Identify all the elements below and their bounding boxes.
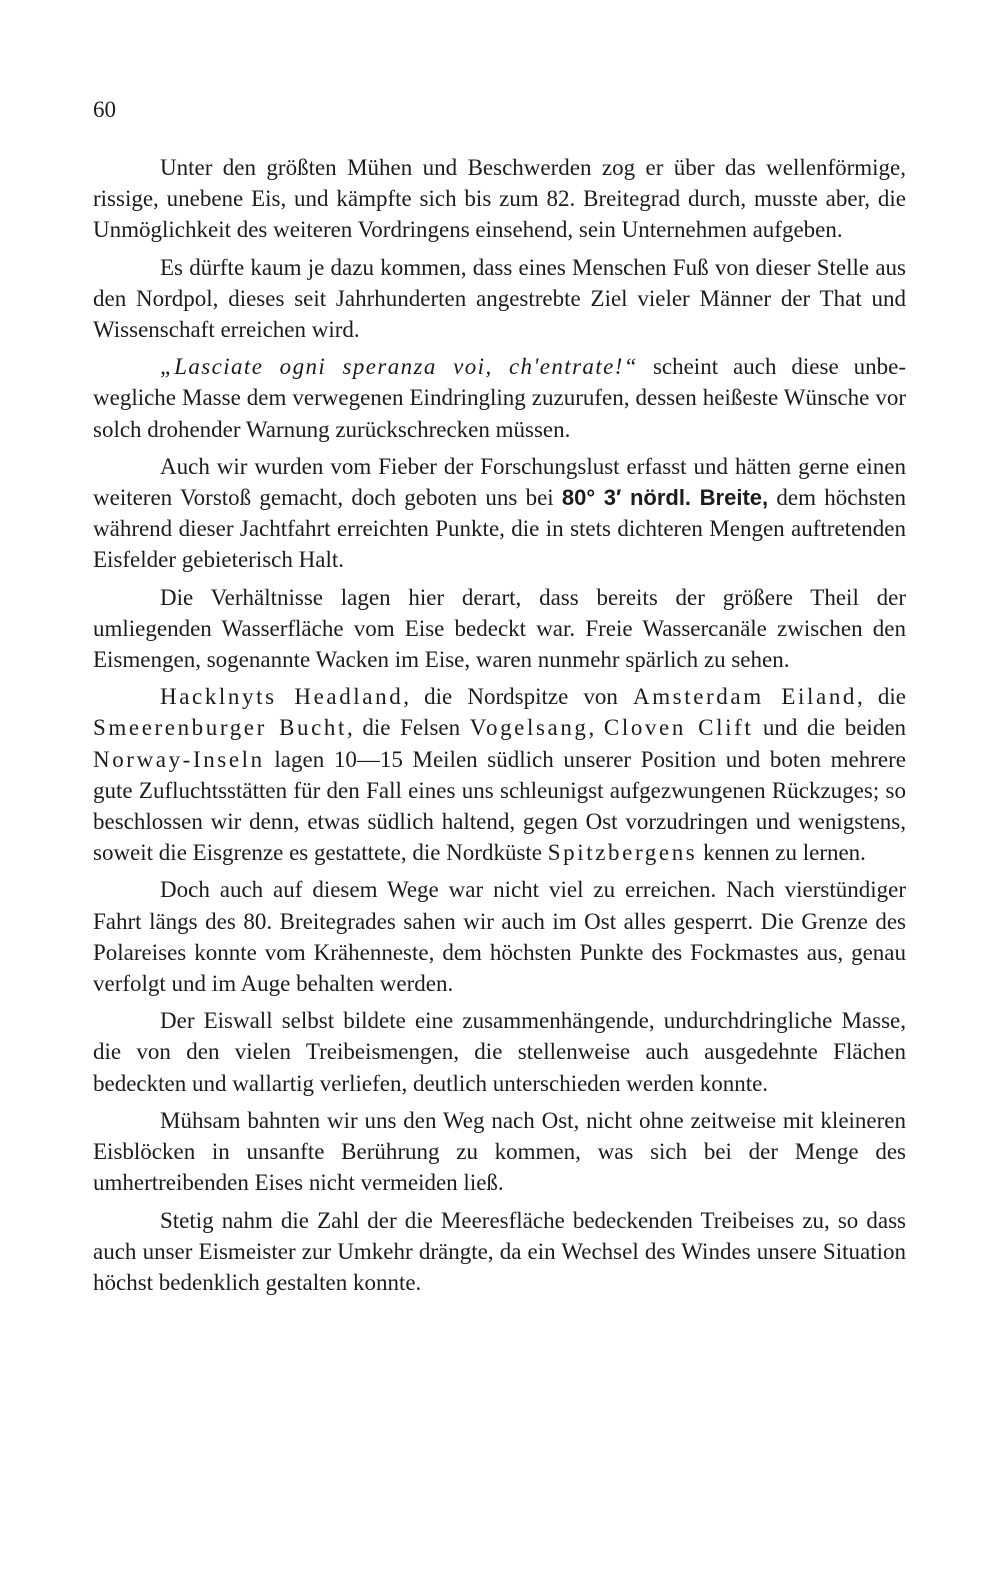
text-segment: lagen 10—15 Meilen südlich unserer Position und boten mehrere gute Zufluchtsstätten für den Fall eines uns schleunigst aufgezwungenen Rückzuges; so beschlossen wir denn, etwas südlich haltend, gegen Ost vorzudringen und wenigstens, soweit die Eisgrenze es gestattete, die Nordküste — [93, 746, 906, 866]
paragraph-8 — [93, 1005, 906, 1099]
paragraph-1 — [93, 152, 906, 246]
paragraph-10 — [93, 1205, 906, 1299]
text-segment: Unter den größten Mühen und Beschwerden zog er über das wellenförmige, rissige, unebene Eis, und kämpfte sich bis zum 82. Breitegrad durch, musste aber, die Unmöglichkeit des weiteren Vordringens einsehend, sein Unternehmen aufgeben. — [93, 155, 906, 243]
spaced-proper-name: Cloven Clift — [603, 715, 754, 741]
spaced-proper-name: Spitzbergens — [547, 840, 698, 866]
page-number: 60 — [93, 97, 116, 122]
spaced-proper-name: Amsterdam Eiland — [632, 684, 858, 710]
text-segment: und die beiden — [753, 715, 907, 741]
paragraph-5 — [93, 582, 906, 676]
text-segment: Die Verhältnisse lagen hier derart, dass bereits der größere Theil der umliegenden Wasserfläche vom Eise bedeckt war. Freie Wassercanäle zwischen den Eismengen, sogenannte Wacken im Eise, waren nunmehr spärlich zu sehen. — [93, 584, 906, 673]
paragraph-4 — [93, 451, 906, 576]
body-text — [93, 152, 906, 1304]
text-segment: Es dürfte kaum je dazu kommen, dass eines Menschen Fuß von dieser Stelle aus den Nordpol, dieses seit Jahrhunderten angestrebte Ziel vieler Männer der That und Wissenschaft erreichen wird. — [93, 254, 906, 343]
text-segment: Der Eiswall selbst bildete eine zusammenhängende, undurchdringliche Masse, die von den vielen Treibeismengen, die stellenweise auch ausgedehnte Flächen bedeckten und wallartig verliefen, deutlich unterschieden werden konnte. — [93, 1008, 906, 1096]
text-segment: Mühsam bahnten wir uns den Weg nach Ost, nicht ohne zeitweise mit kleineren Eisblöcken in unsanfte Berührung zu kommen, was sich bei der Menge des umhertreibenden Eises nicht vermeiden ließ. — [93, 1107, 906, 1196]
text-segment: , die Felsen — [347, 715, 470, 741]
text-segment: , die — [857, 684, 907, 710]
paragraph-7 — [93, 874, 906, 999]
spaced-proper-name: Norway-Inseln — [93, 746, 265, 772]
paragraph-6 — [93, 681, 906, 868]
spaced-proper-name: Smeerenburger Bucht — [93, 715, 348, 741]
text-segment: Doch auch auf diesem Wege war nicht viel zu erreichen. Nach vierstündiger Fahrt längs des 80. Breitegrades sahen wir auch im Ost alles gesperrt. Die Grenze des Polareises konnte vom Krähenneste, dem höchsten Punkte des Fockmastes aus, genau verfolgt und im Auge behalten werden. — [93, 877, 906, 997]
text-segment: Stetig nahm die Zahl der die Meeresfläche bedeckenden Treibeises zu, so dass auch unser Eismeister zur Umkehr drängte, da ein Wechsel des Windes unsere Situation höchst bedenklich gestalten konnte. — [93, 1207, 906, 1295]
text-segment: Auch wir wurden vom Fieber der Forschungslust erfasst und hätten gerne einen weiteren Vorstoß gemacht, doch geboten uns bei — [93, 453, 906, 511]
text-segment: , die Nordspitze von — [403, 684, 633, 710]
text-segment: dem höchsten während dieser Jachtfahrt erreichten Punkte, die in stets dichteren Mengen auftretenden Eisfelder gebieterisch Halt. — [93, 485, 907, 573]
text-segment: scheint auch diese unbewegliche Masse dem verwegenen Eindringling zuzurufen, dessen heißeste Wünsche vor solch drohender Warnung zurückschrecken müssen. — [93, 354, 907, 442]
italic-quotation: „Lasciate ogni speranza voi, ch'entrate!“ — [160, 354, 638, 380]
text-segment: kennen zu lernen. — [697, 840, 866, 866]
spaced-proper-name: Vogelsang — [469, 715, 589, 741]
paragraph-2 — [93, 252, 906, 346]
text-segment: , — [588, 715, 604, 741]
paragraph-3 — [93, 351, 906, 445]
paragraph-9 — [93, 1105, 906, 1199]
bold-latitude: 80° 3′ nördl. Breite, — [561, 485, 769, 511]
spaced-proper-name: Hacklnyts Headland — [160, 684, 404, 710]
